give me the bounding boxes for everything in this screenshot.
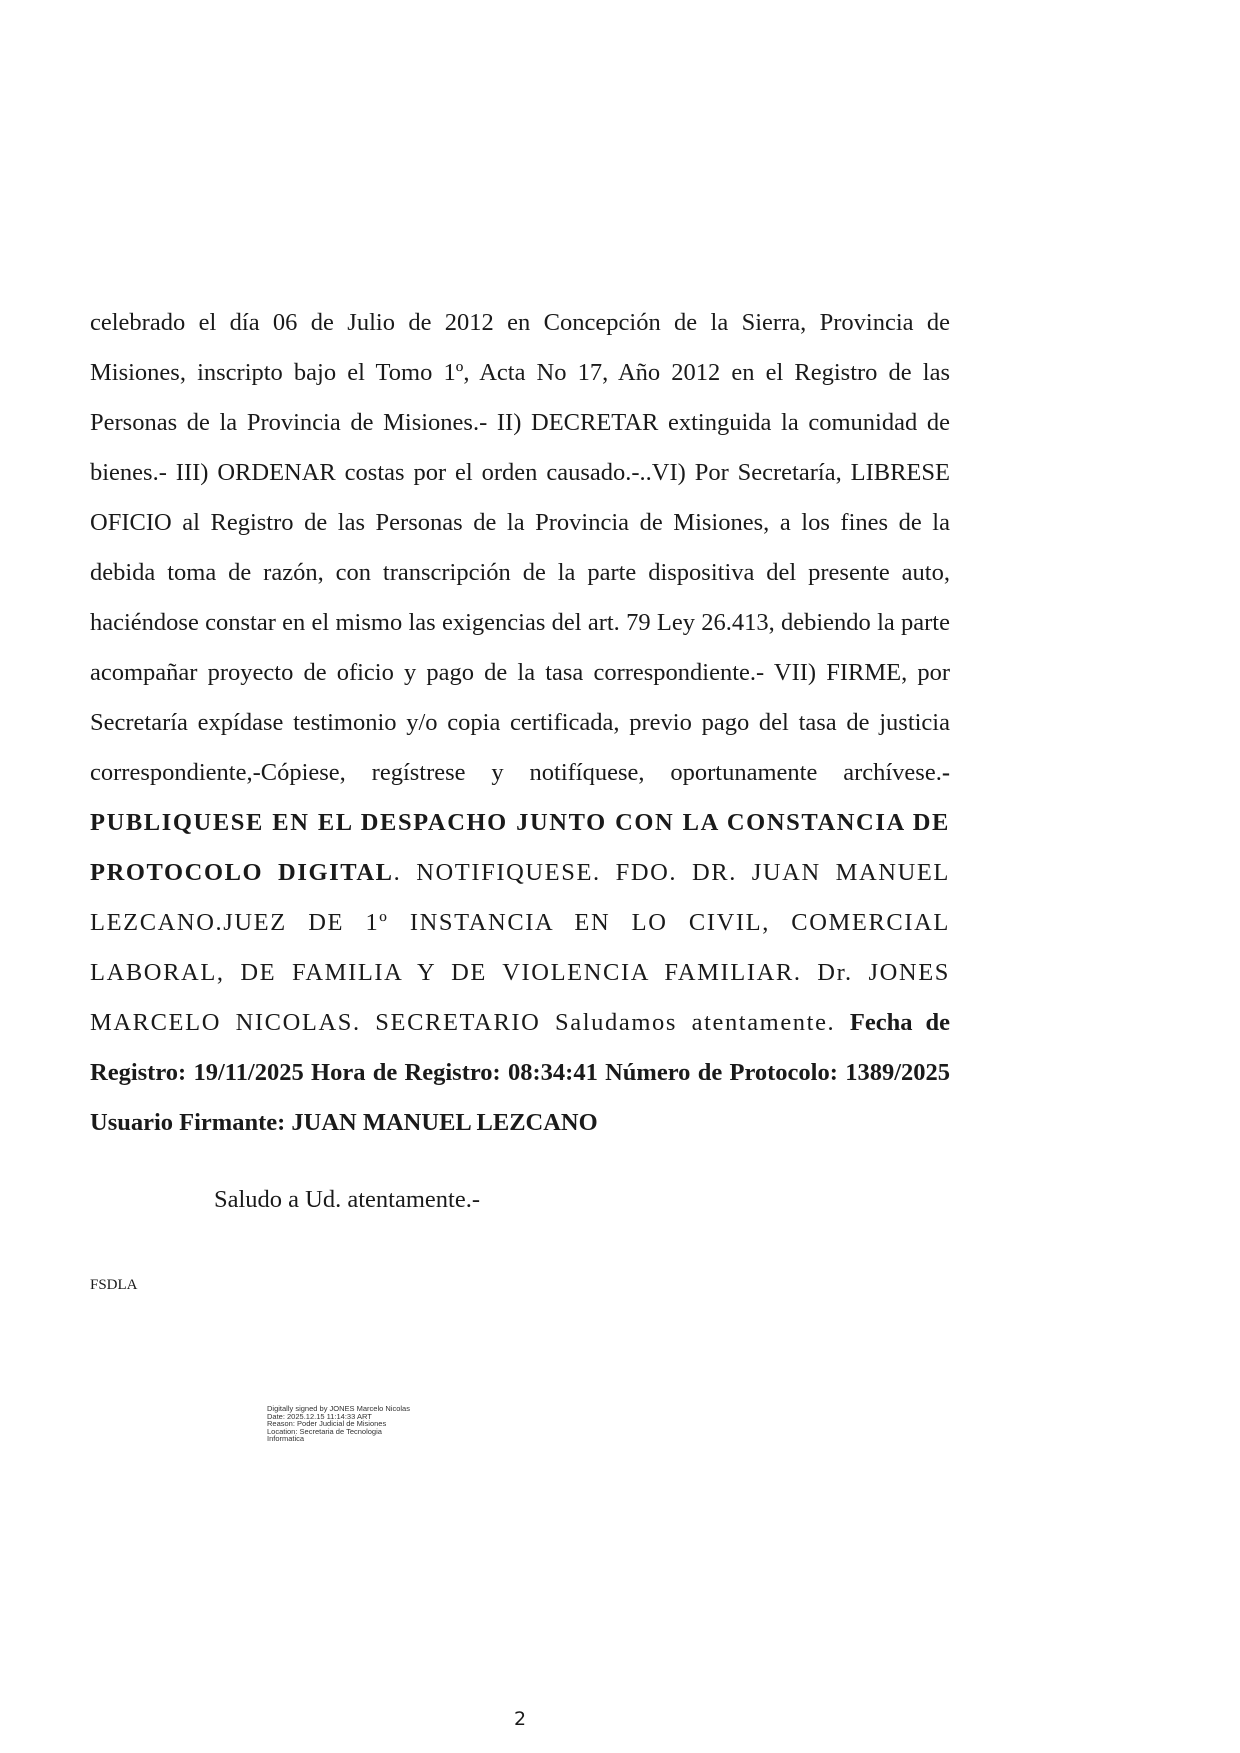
signature-line: Date: 2025.12.15 11:14:33 ART: [267, 1411, 372, 1421]
digital-signature-block: [267, 1405, 410, 1443]
publique-bold-text: PUBLIQUESE EN EL DESPACHO JUNTO CON LA CONSTANCIA DE PROTOCOLO DIGITAL: [90, 809, 950, 886]
closing-salutation: Saludo a Ud. atentamente.-: [214, 1186, 481, 1213]
registro-bold-text: Fecha de Registro: 19/11/2025 Hora de Registro: 08:34:41 Número de Protocolo: 1389/2025 Usuario Firmante: JUAN MANUEL LEZCANO: [90, 1009, 950, 1136]
signature-line: Digitally signed by JONES Marcelo Nicolas: [267, 1404, 410, 1413]
signature-line: Informatica: [267, 1434, 305, 1444]
page-number: 2: [513, 1708, 527, 1730]
body-text-1: celebrado el día 06 de Julio de 2012 en Concepción de la Sierra, Provincia de Misiones, inscripto bajo el Tomo 1º, Acta No 17, Año 2012 en el Registro de las Personas de la Provincia de Misiones.- II) DECRETAR extinguida la comunidad de bienes.- III) ORDENAR costas por el orden causado.-..VI) Por Secretaría, LIBRESE OFICIO al Registro de las Personas de la Provincia de Misiones, a los fines de la debida toma de razón, con transcripción de la parte dispositiva del presente auto, haciéndose constar en el mismo las exigencias del art. 79 Ley 26.413, debiendo la parte acompañar proyecto de oficio y pago de la tasa correspondiente.- VII) FIRME, por Secretaría expídase testimonio y/o copia certificada, previo pago del tasa de justicia correspondiente,-Cópiese, regístrese y notifíquese, oportunamente archívese.: [90, 309, 950, 786]
signature-line: Reason: Poder Judicial de Misiones: [267, 1419, 387, 1429]
signature-line: Location: Secretaria de Tecnologia: [267, 1426, 382, 1436]
body-dash: -: [941, 759, 950, 786]
body-paragraph: [90, 298, 950, 1148]
body-text-2: . NOTIFIQUESE. FDO. DR. JUAN MANUEL LEZCANO.JUEZ DE 1º INSTANCIA EN LO CIVIL, COMERCIAL LABORAL, DE FAMILIA Y DE VIOLENCIA FAMILIAR. Dr. JONES MARCELO NICOLAS. SECRETARIO Saludamos atentamente.: [90, 859, 950, 1036]
initials: FSDLA: [90, 1277, 138, 1293]
